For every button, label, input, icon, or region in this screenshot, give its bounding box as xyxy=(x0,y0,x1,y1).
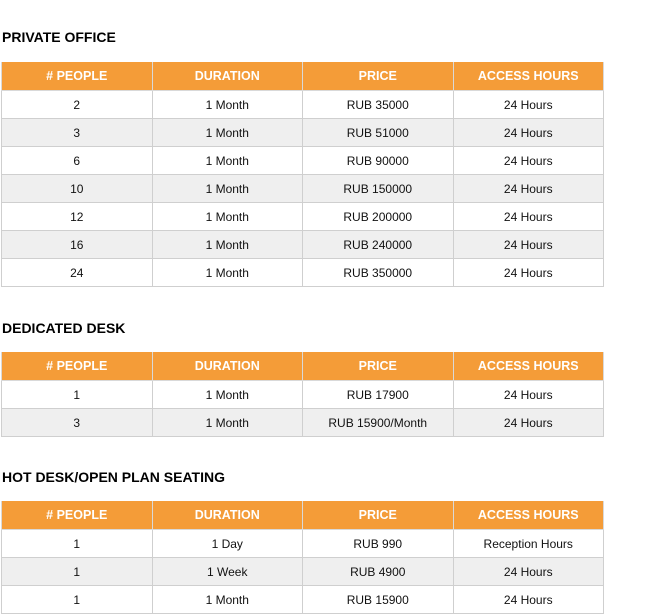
cell-duration: 1 Day xyxy=(152,530,303,558)
cell-access-hours: 24 Hours xyxy=(453,147,604,175)
section-title-hot-desk: HOT DESK/OPEN PLAN SEATING xyxy=(2,469,225,485)
table-row xyxy=(2,91,604,119)
cell-people: 12 xyxy=(2,203,153,231)
cell-duration: 1 Month xyxy=(152,259,303,287)
cell-price: RUB 150000 xyxy=(303,175,454,203)
cell-people: 24 xyxy=(2,259,153,287)
cell-duration: 1 Month xyxy=(152,381,303,409)
cell-price: RUB 17900 xyxy=(303,381,454,409)
table-row xyxy=(2,558,604,586)
cell-people: 16 xyxy=(2,231,153,259)
table-header-row xyxy=(2,62,604,91)
cell-access-hours: 24 Hours xyxy=(453,91,604,119)
cell-access-hours: 24 Hours xyxy=(453,381,604,409)
cell-people: 1 xyxy=(2,586,153,614)
header-people: # PEOPLE xyxy=(2,352,153,381)
cell-price: RUB 90000 xyxy=(303,147,454,175)
header-price: PRICE xyxy=(303,352,454,381)
cell-price: RUB 35000 xyxy=(303,91,454,119)
cell-access-hours: 24 Hours xyxy=(453,175,604,203)
table-row xyxy=(2,530,604,558)
header-access-hours: ACCESS HOURS xyxy=(453,501,604,530)
table-row xyxy=(2,409,604,437)
header-people: # PEOPLE xyxy=(2,62,153,91)
cell-access-hours: 24 Hours xyxy=(453,203,604,231)
cell-price: RUB 51000 xyxy=(303,119,454,147)
cell-duration: 1 Month xyxy=(152,147,303,175)
dedicated-desk-table xyxy=(1,352,604,437)
header-duration: DURATION xyxy=(152,501,303,530)
cell-duration: 1 Month xyxy=(152,175,303,203)
header-duration: DURATION xyxy=(152,352,303,381)
cell-access-hours: 24 Hours xyxy=(453,558,604,586)
cell-people: 1 xyxy=(2,530,153,558)
cell-price: RUB 15900/Month xyxy=(303,409,454,437)
cell-duration: 1 Month xyxy=(152,586,303,614)
header-price: PRICE xyxy=(303,501,454,530)
cell-price: RUB 4900 xyxy=(303,558,454,586)
cell-people: 6 xyxy=(2,147,153,175)
cell-people: 1 xyxy=(2,381,153,409)
cell-duration: 1 Month xyxy=(152,231,303,259)
cell-access-hours: 24 Hours xyxy=(453,586,604,614)
section-title-dedicated-desk: DEDICATED DESK xyxy=(2,320,126,336)
cell-people: 2 xyxy=(2,91,153,119)
section-title-private-office: PRIVATE OFFICE xyxy=(2,29,116,45)
table-row xyxy=(2,119,604,147)
table-header-row xyxy=(2,501,604,530)
cell-people: 1 xyxy=(2,558,153,586)
header-price: PRICE xyxy=(303,62,454,91)
cell-duration: 1 Week xyxy=(152,558,303,586)
table-row xyxy=(2,586,604,614)
cell-access-hours: 24 Hours xyxy=(453,259,604,287)
cell-price: RUB 200000 xyxy=(303,203,454,231)
cell-duration: 1 Month xyxy=(152,119,303,147)
cell-access-hours: 24 Hours xyxy=(453,231,604,259)
table-row xyxy=(2,203,604,231)
cell-duration: 1 Month xyxy=(152,203,303,231)
header-access-hours: ACCESS HOURS xyxy=(453,352,604,381)
cell-price: RUB 350000 xyxy=(303,259,454,287)
cell-duration: 1 Month xyxy=(152,91,303,119)
cell-price: RUB 15900 xyxy=(303,586,454,614)
cell-price: RUB 990 xyxy=(303,530,454,558)
hot-desk-table xyxy=(1,501,604,614)
cell-price: RUB 240000 xyxy=(303,231,454,259)
table-header-row xyxy=(2,352,604,381)
cell-people: 3 xyxy=(2,119,153,147)
table-row xyxy=(2,175,604,203)
header-duration: DURATION xyxy=(152,62,303,91)
cell-duration: 1 Month xyxy=(152,409,303,437)
header-access-hours: ACCESS HOURS xyxy=(453,62,604,91)
table-row xyxy=(2,231,604,259)
cell-access-hours: 24 Hours xyxy=(453,119,604,147)
cell-people: 10 xyxy=(2,175,153,203)
table-row xyxy=(2,147,604,175)
header-people: # PEOPLE xyxy=(2,501,153,530)
table-row xyxy=(2,259,604,287)
cell-people: 3 xyxy=(2,409,153,437)
cell-access-hours: Reception Hours xyxy=(453,530,604,558)
cell-access-hours: 24 Hours xyxy=(453,409,604,437)
table-row xyxy=(2,381,604,409)
private-office-table xyxy=(1,62,604,287)
